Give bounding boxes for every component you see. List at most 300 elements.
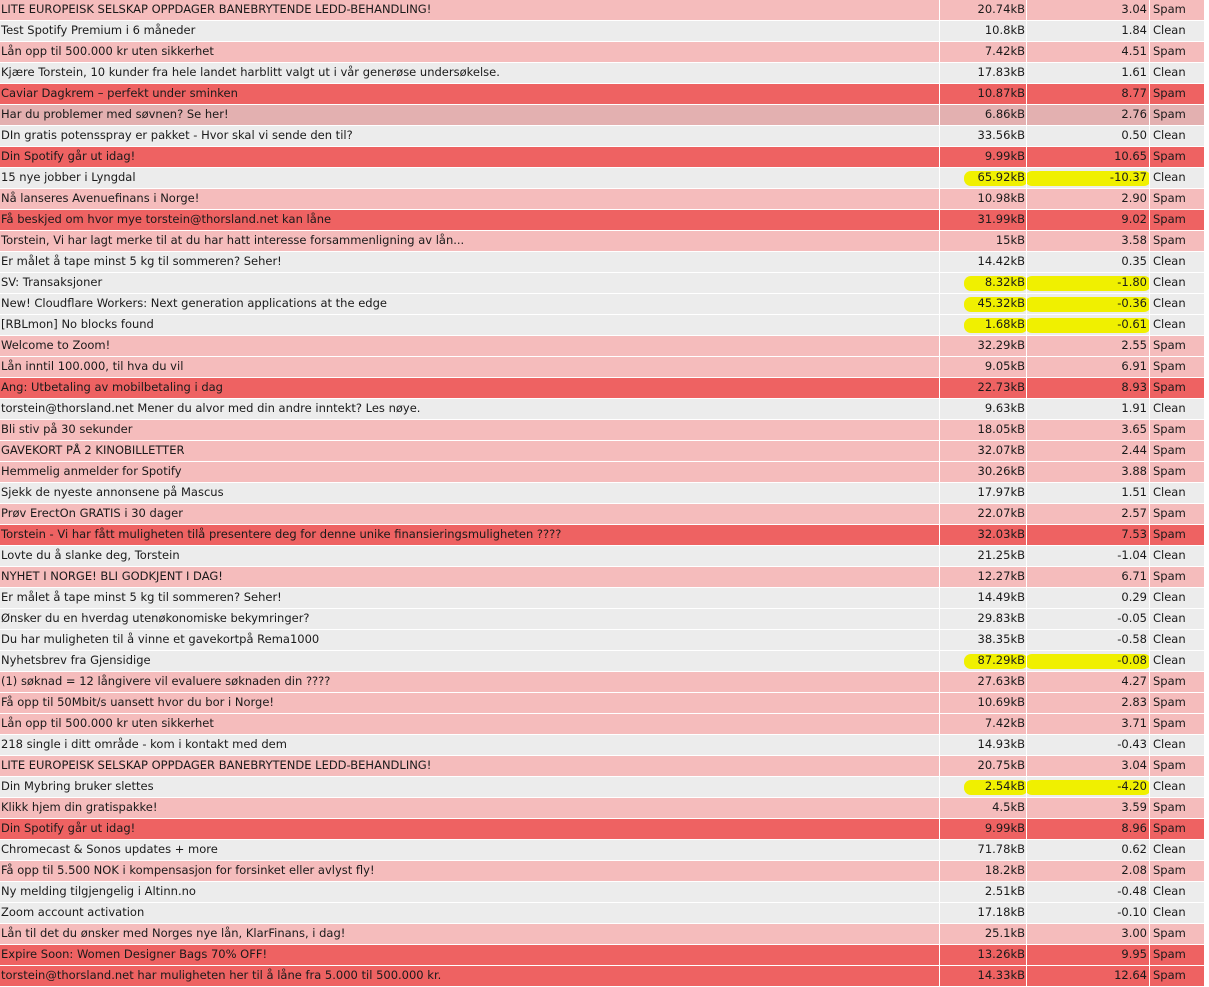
- spam-score: 2.83: [1121, 695, 1147, 709]
- message-subject[interactable]: Din Spotify går ut idag!: [0, 819, 940, 839]
- table-row[interactable]: [0, 735, 1204, 756]
- message-subject[interactable]: [RBLmon] No blocks found: [0, 315, 940, 335]
- spam-score: -0.08: [1117, 653, 1147, 667]
- message-subject[interactable]: Prøv ErectOn GRATIS i 30 dager: [0, 504, 940, 524]
- message-size-cell: [940, 840, 1027, 860]
- table-row[interactable]: [0, 777, 1204, 798]
- message-size-cell: [940, 945, 1027, 965]
- spam-score: -0.05: [1117, 611, 1147, 625]
- message-size: 12.27kB: [977, 569, 1025, 583]
- spam-score-cell: [1027, 126, 1150, 146]
- message-size: 21.25kB: [977, 548, 1025, 562]
- spam-score-cell: [1027, 882, 1150, 902]
- spam-score-cell: [1027, 147, 1150, 167]
- spam-score: 4.27: [1121, 674, 1147, 688]
- table-row[interactable]: [0, 546, 1204, 567]
- table-row[interactable]: [0, 273, 1204, 294]
- spam-score: 12.64: [1114, 968, 1147, 982]
- spam-score-cell: [1027, 84, 1150, 104]
- spam-score-cell: [1027, 819, 1150, 839]
- status-label: Spam: [1153, 212, 1186, 226]
- spam-score: 8.96: [1121, 821, 1147, 835]
- table-row[interactable]: [0, 315, 1204, 336]
- spam-score: 8.93: [1121, 380, 1147, 394]
- spam-score: 10.65: [1114, 149, 1147, 163]
- message-subject[interactable]: Du har muligheten til å vinne et gavekortpå Rema1000: [0, 630, 940, 650]
- message-size-cell: [940, 525, 1027, 545]
- spam-score: -1.04: [1117, 548, 1147, 562]
- table-row[interactable]: [0, 462, 1204, 483]
- message-size: 10.69kB: [977, 695, 1025, 709]
- message-subject[interactable]: Din Mybring bruker slettes: [0, 777, 940, 797]
- status-label: Clean: [1153, 842, 1186, 856]
- table-row[interactable]: [0, 252, 1204, 273]
- table-row[interactable]: [0, 21, 1204, 42]
- spam-score-cell: [1027, 252, 1150, 272]
- message-size: 30.26kB: [977, 464, 1025, 478]
- message-subject[interactable]: LITE EUROPEISK SELSKAP OPPDAGER BANEBRYTENDE LEDD-BEHANDLING!: [0, 0, 940, 20]
- table-row[interactable]: [0, 483, 1204, 504]
- table-row[interactable]: [0, 819, 1204, 840]
- spam-score-cell: [1027, 651, 1150, 671]
- message-size-cell: [940, 189, 1027, 209]
- message-size: 29.83kB: [977, 611, 1025, 625]
- message-size-cell: [940, 756, 1027, 776]
- table-row[interactable]: [0, 882, 1204, 903]
- message-subject[interactable]: Kjære Torstein, 10 kunder fra hele landet harblitt valgt ut i vår generøse undersøkelse.: [0, 63, 940, 83]
- table-row[interactable]: [0, 126, 1204, 147]
- spam-score: 0.29: [1121, 590, 1147, 604]
- spam-score-cell: [1027, 189, 1150, 209]
- message-subject[interactable]: Ny melding tilgjengelig i Altinn.no: [0, 882, 940, 902]
- status-label: Spam: [1153, 359, 1186, 373]
- spam-score-cell: [1027, 336, 1150, 356]
- message-subject[interactable]: 218 single i ditt område - kom i kontakt med dem: [0, 735, 940, 755]
- spam-score: 3.04: [1121, 758, 1147, 772]
- spam-score: 2.90: [1121, 191, 1147, 205]
- message-size-cell: [940, 147, 1027, 167]
- spam-score: 3.00: [1121, 926, 1147, 940]
- message-size: 17.18kB: [977, 905, 1025, 919]
- message-subject[interactable]: torstein@thorsland.net Mener du alvor med din andre inntekt? Les nøye.: [0, 399, 940, 419]
- spam-score: 3.71: [1121, 716, 1147, 730]
- status-label: Spam: [1153, 716, 1186, 730]
- table-row[interactable]: [0, 504, 1204, 525]
- table-row[interactable]: [0, 441, 1204, 462]
- message-subject[interactable]: Nyhetsbrev fra Gjensidige: [0, 651, 940, 671]
- message-size-cell: [940, 609, 1027, 629]
- spam-score: 3.58: [1121, 233, 1147, 247]
- message-subject[interactable]: New! Cloudflare Workers: Next generation applications at the edge: [0, 294, 940, 314]
- message-subject[interactable]: Få opp til 5.500 NOK i kompensasjon for forsinket eller avlyst fly!: [0, 861, 940, 881]
- table-row[interactable]: [0, 378, 1204, 399]
- message-subject[interactable]: Lån opp til 500.000 kr uten sikkerhet: [0, 714, 940, 734]
- spam-score-cell: [1027, 756, 1150, 776]
- spam-score: -0.48: [1117, 884, 1147, 898]
- message-subject[interactable]: SV: Transaksjoner: [0, 273, 940, 293]
- message-size-cell: [940, 315, 1027, 335]
- spam-score-cell: [1027, 273, 1150, 293]
- table-row[interactable]: [0, 420, 1204, 441]
- status-label: Spam: [1153, 422, 1186, 436]
- status-label: Spam: [1153, 968, 1186, 982]
- message-subject[interactable]: Ang: Utbetaling av mobilbetaling i dag: [0, 378, 940, 398]
- spam-score: 2.44: [1121, 443, 1147, 457]
- message-size: 10.87kB: [977, 86, 1025, 100]
- message-subject[interactable]: Chromecast & Sonos updates + more: [0, 840, 940, 860]
- message-size: 20.75kB: [977, 758, 1025, 772]
- message-size-cell: [940, 567, 1027, 587]
- message-size-cell: [940, 924, 1027, 944]
- message-size-cell: [940, 336, 1027, 356]
- message-size: 7.42kB: [984, 716, 1025, 730]
- message-subject[interactable]: Din Spotify går ut idag!: [0, 147, 940, 167]
- table-row[interactable]: [0, 336, 1204, 357]
- message-subject[interactable]: torstein@thorsland.net har muligheten her til å låne fra 5.000 til 500.000 kr.: [0, 966, 940, 986]
- message-subject[interactable]: Lån inntil 100.000, til hva du vil: [0, 357, 940, 377]
- message-subject[interactable]: Har du problemer med søvnen? Se her!: [0, 105, 940, 125]
- status-label: Clean: [1153, 23, 1186, 37]
- spam-score-cell: [1027, 63, 1150, 83]
- status-label: Spam: [1153, 947, 1186, 961]
- table-row[interactable]: [0, 63, 1204, 84]
- table-row[interactable]: [0, 147, 1204, 168]
- message-size: 18.05kB: [977, 422, 1025, 436]
- status-label: Spam: [1153, 2, 1186, 16]
- status-label: Spam: [1153, 338, 1186, 352]
- message-size-cell: [940, 504, 1027, 524]
- message-subject[interactable]: Sjekk de nyeste annonsene på Mascus: [0, 483, 940, 503]
- spam-score-cell: [1027, 21, 1150, 41]
- spam-score-cell: [1027, 630, 1150, 650]
- message-subject[interactable]: Test Spotify Premium i 6 måneder: [0, 21, 940, 41]
- table-row[interactable]: [0, 84, 1204, 105]
- status-label: Clean: [1153, 611, 1186, 625]
- message-size: 2.51kB: [984, 884, 1025, 898]
- spam-score: 1.51: [1121, 485, 1147, 499]
- message-size-cell: [940, 357, 1027, 377]
- message-size: 9.05kB: [984, 359, 1025, 373]
- table-row[interactable]: [0, 798, 1204, 819]
- spam-score: 3.88: [1121, 464, 1147, 478]
- table-row[interactable]: [0, 609, 1204, 630]
- message-size: 22.73kB: [977, 380, 1025, 394]
- message-size-cell: [940, 63, 1027, 83]
- status-label: Clean: [1153, 485, 1186, 499]
- message-size: 15kB: [995, 233, 1025, 247]
- message-subject[interactable]: Få opp til 50Mbit/s uansett hvor du bor i Norge!: [0, 693, 940, 713]
- table-row[interactable]: [0, 294, 1204, 315]
- table-row[interactable]: [0, 399, 1204, 420]
- status-label: Clean: [1153, 653, 1186, 667]
- spam-score: 2.55: [1121, 338, 1147, 352]
- message-size: 9.99kB: [984, 149, 1025, 163]
- spam-score-cell: [1027, 210, 1150, 230]
- spam-score-cell: [1027, 777, 1150, 797]
- message-size-cell: [940, 672, 1027, 692]
- message-subject[interactable]: NYHET I NORGE! BLI GODKJENT I DAG!: [0, 567, 940, 587]
- spam-score: 9.95: [1121, 947, 1147, 961]
- status-label: Clean: [1153, 632, 1186, 646]
- spam-score: 0.35: [1121, 254, 1147, 268]
- status-label: Spam: [1153, 506, 1186, 520]
- spam-score: 8.77: [1121, 86, 1147, 100]
- table-row[interactable]: [0, 231, 1204, 252]
- status-label: Clean: [1153, 275, 1186, 289]
- status-label: Spam: [1153, 926, 1186, 940]
- spam-score: -0.36: [1117, 296, 1147, 310]
- message-size: 33.56kB: [977, 128, 1025, 142]
- table-row[interactable]: [0, 756, 1204, 777]
- message-size: 17.97kB: [977, 485, 1025, 499]
- message-subject[interactable]: Torstein - Vi har fått muligheten tilå presentere deg for denne unike finansieringsmuligheten ????: [0, 525, 940, 545]
- table-row[interactable]: [0, 651, 1204, 672]
- status-label: Spam: [1153, 674, 1186, 688]
- spam-score-cell: [1027, 420, 1150, 440]
- spam-score: 4.51: [1121, 44, 1147, 58]
- status-label: Spam: [1153, 695, 1186, 709]
- status-label: Spam: [1153, 800, 1186, 814]
- status-label: Spam: [1153, 380, 1186, 394]
- table-row[interactable]: [0, 525, 1204, 546]
- spam-score-cell: [1027, 525, 1150, 545]
- message-size-cell: [940, 693, 1027, 713]
- message-size-cell: [940, 903, 1027, 923]
- table-row[interactable]: [0, 357, 1204, 378]
- table-row[interactable]: [0, 861, 1204, 882]
- message-subject[interactable]: Klikk hjem din gratispakke!: [0, 798, 940, 818]
- message-subject[interactable]: Nå lanseres Avenuefinans i Norge!: [0, 189, 940, 209]
- spam-score: 9.02: [1121, 212, 1147, 226]
- message-subject[interactable]: Lovte du å slanke deg, Torstein: [0, 546, 940, 566]
- message-size: 9.99kB: [984, 821, 1025, 835]
- table-row[interactable]: [0, 105, 1204, 126]
- status-label: Spam: [1153, 191, 1186, 205]
- message-subject[interactable]: Ønsker du en hverdag utenøkonomiske bekymringer?: [0, 609, 940, 629]
- message-size: 8.32kB: [984, 275, 1025, 289]
- spam-score: 1.61: [1121, 65, 1147, 79]
- message-subject[interactable]: Lån til det du ønsker med Norges nye lån, KlarFinans, i dag!: [0, 924, 940, 944]
- spam-score-cell: [1027, 462, 1150, 482]
- spam-score: 1.91: [1121, 401, 1147, 415]
- spam-score-cell: [1027, 798, 1150, 818]
- spam-score-cell: [1027, 714, 1150, 734]
- message-subject[interactable]: Welcome to Zoom!: [0, 336, 940, 356]
- message-size-cell: [940, 777, 1027, 797]
- message-size-cell: [940, 420, 1027, 440]
- message-subject[interactable]: GAVEKORT PÅ 2 KINOBILLETTER: [0, 441, 940, 461]
- table-row[interactable]: [0, 189, 1204, 210]
- message-size: 45.32kB: [977, 296, 1025, 310]
- message-size-cell: [940, 126, 1027, 146]
- message-size-cell: [940, 798, 1027, 818]
- spam-score: 6.91: [1121, 359, 1147, 373]
- message-subject[interactable]: LITE EUROPEISK SELSKAP OPPDAGER BANEBRYTENDE LEDD-BEHANDLING!: [0, 756, 940, 776]
- message-subject[interactable]: Caviar Dagkrem – perfekt under sminken: [0, 84, 940, 104]
- spam-score: -10.37: [1109, 170, 1147, 184]
- message-size: 32.07kB: [977, 443, 1025, 457]
- message-size: 32.03kB: [977, 527, 1025, 541]
- spam-score: -0.58: [1117, 632, 1147, 646]
- spam-score: 6.71: [1121, 569, 1147, 583]
- message-size: 27.63kB: [977, 674, 1025, 688]
- message-size-cell: [940, 210, 1027, 230]
- spam-score-cell: [1027, 693, 1150, 713]
- message-subject[interactable]: DIn gratis potensspray er pakket - Hvor skal vi sende den til?: [0, 126, 940, 146]
- message-size: 71.78kB: [977, 842, 1025, 856]
- message-size: 1.68kB: [984, 317, 1025, 331]
- spam-score-cell: [1027, 840, 1150, 860]
- spam-score: 2.08: [1121, 863, 1147, 877]
- spam-score: -0.61: [1117, 317, 1147, 331]
- table-row[interactable]: [0, 693, 1204, 714]
- status-label: Spam: [1153, 464, 1186, 478]
- status-label: Clean: [1153, 737, 1186, 751]
- message-subject[interactable]: Få beskjed om hvor mye torstein@thorsland.net kan låne: [0, 210, 940, 230]
- spam-score-cell: [1027, 966, 1150, 986]
- message-size-cell: [940, 588, 1027, 608]
- message-size: 9.63kB: [984, 401, 1025, 415]
- status-label: Clean: [1153, 296, 1186, 310]
- message-size-cell: [940, 231, 1027, 251]
- status-label: Spam: [1153, 758, 1186, 772]
- message-subject[interactable]: (1) søknad = 12 långivere vil evaluere søknaden din ????: [0, 672, 940, 692]
- table-row[interactable]: [0, 924, 1204, 945]
- message-size-cell: [940, 294, 1027, 314]
- message-size-cell: [940, 462, 1027, 482]
- message-size-cell: [940, 819, 1027, 839]
- message-size: 87.29kB: [977, 653, 1025, 667]
- spam-score-cell: [1027, 567, 1150, 587]
- table-row[interactable]: [0, 588, 1204, 609]
- message-size: 6.86kB: [984, 107, 1025, 121]
- table-row[interactable]: [0, 567, 1204, 588]
- status-label: Clean: [1153, 884, 1186, 898]
- table-row[interactable]: [0, 966, 1204, 987]
- status-label: Spam: [1153, 86, 1186, 100]
- message-size-cell: [940, 84, 1027, 104]
- table-row[interactable]: [0, 714, 1204, 735]
- spam-score-cell: [1027, 42, 1150, 62]
- message-subject[interactable]: Bli stiv på 30 sekunder: [0, 420, 940, 440]
- status-label: Clean: [1153, 905, 1186, 919]
- message-subject[interactable]: Torstein, Vi har lagt merke til at du har hatt interesse forsammenligning av lån...: [0, 231, 940, 251]
- status-label: Spam: [1153, 44, 1186, 58]
- message-size-cell: [940, 735, 1027, 755]
- message-size: 65.92kB: [977, 170, 1025, 184]
- message-subject[interactable]: Hemmelig anmelder for Spotify: [0, 462, 940, 482]
- message-subject[interactable]: Zoom account activation: [0, 903, 940, 923]
- message-subject[interactable]: Er målet å tape minst 5 kg til sommeren? Seher!: [0, 252, 940, 272]
- spam-score-cell: [1027, 546, 1150, 566]
- table-row[interactable]: [0, 210, 1204, 231]
- message-size: 38.35kB: [977, 632, 1025, 646]
- message-size-cell: [940, 378, 1027, 398]
- status-label: Spam: [1153, 443, 1186, 457]
- message-size: 22.07kB: [977, 506, 1025, 520]
- message-size-cell: [940, 651, 1027, 671]
- spam-score: 2.57: [1121, 506, 1147, 520]
- spam-score: 7.53: [1121, 527, 1147, 541]
- spam-score-cell: [1027, 399, 1150, 419]
- spam-score: -0.10: [1117, 905, 1147, 919]
- spam-score-cell: [1027, 441, 1150, 461]
- message-size-cell: [940, 21, 1027, 41]
- status-label: Spam: [1153, 107, 1186, 121]
- spam-score-cell: [1027, 231, 1150, 251]
- spam-score-cell: [1027, 168, 1150, 188]
- spam-score-cell: [1027, 945, 1150, 965]
- spam-score-cell: [1027, 294, 1150, 314]
- message-subject[interactable]: Expire Soon: Women Designer Bags 70% OFF!: [0, 945, 940, 965]
- spam-score-cell: [1027, 588, 1150, 608]
- message-size: 10.8kB: [984, 23, 1025, 37]
- message-size-cell: [940, 399, 1027, 419]
- message-size: 7.42kB: [984, 44, 1025, 58]
- status-label: Spam: [1153, 821, 1186, 835]
- message-size-cell: [940, 714, 1027, 734]
- message-size-cell: [940, 42, 1027, 62]
- message-size-cell: [940, 0, 1027, 20]
- message-size-cell: [940, 168, 1027, 188]
- spam-score: 1.84: [1121, 23, 1147, 37]
- spam-score: -4.20: [1117, 779, 1147, 793]
- spam-score: 3.04: [1121, 2, 1147, 16]
- message-subject[interactable]: Er målet å tape minst 5 kg til sommeren? Seher!: [0, 588, 940, 608]
- message-size: 31.99kB: [977, 212, 1025, 226]
- spam-score-cell: [1027, 105, 1150, 125]
- message-size-cell: [940, 483, 1027, 503]
- message-subject[interactable]: 15 nye jobber i Lyngdal: [0, 168, 940, 188]
- spam-score: 0.50: [1121, 128, 1147, 142]
- table-row[interactable]: [0, 945, 1204, 966]
- table-row[interactable]: [0, 672, 1204, 693]
- message-size: 17.83kB: [977, 65, 1025, 79]
- spam-score-cell: [1027, 504, 1150, 524]
- table-row[interactable]: [0, 42, 1204, 63]
- status-label: Clean: [1153, 548, 1186, 562]
- message-size-cell: [940, 441, 1027, 461]
- message-size-cell: [940, 273, 1027, 293]
- table-row[interactable]: [0, 903, 1204, 924]
- spam-score-cell: [1027, 0, 1150, 20]
- table-row[interactable]: [0, 840, 1204, 861]
- status-label: Clean: [1153, 65, 1186, 79]
- status-label: Spam: [1153, 863, 1186, 877]
- status-label: Spam: [1153, 527, 1186, 541]
- message-subject[interactable]: Lån opp til 500.000 kr uten sikkerhet: [0, 42, 940, 62]
- status-label: Clean: [1153, 128, 1186, 142]
- message-size: 20.74kB: [977, 2, 1025, 16]
- message-size: 14.33kB: [977, 968, 1025, 982]
- message-size: 32.29kB: [977, 338, 1025, 352]
- message-size: 4.5kB: [992, 800, 1025, 814]
- message-size-cell: [940, 861, 1027, 881]
- message-size-cell: [940, 882, 1027, 902]
- status-label: Clean: [1153, 317, 1186, 331]
- message-size: 14.93kB: [977, 737, 1025, 751]
- spam-score: 3.59: [1121, 800, 1147, 814]
- spam-score-cell: [1027, 735, 1150, 755]
- table-row[interactable]: [0, 630, 1204, 651]
- spam-score: 3.65: [1121, 422, 1147, 436]
- message-size-cell: [940, 546, 1027, 566]
- status-label: Clean: [1153, 170, 1186, 184]
- table-row[interactable]: [0, 0, 1204, 21]
- message-size-cell: [940, 105, 1027, 125]
- message-size: 2.54kB: [984, 779, 1025, 793]
- table-row[interactable]: [0, 168, 1204, 189]
